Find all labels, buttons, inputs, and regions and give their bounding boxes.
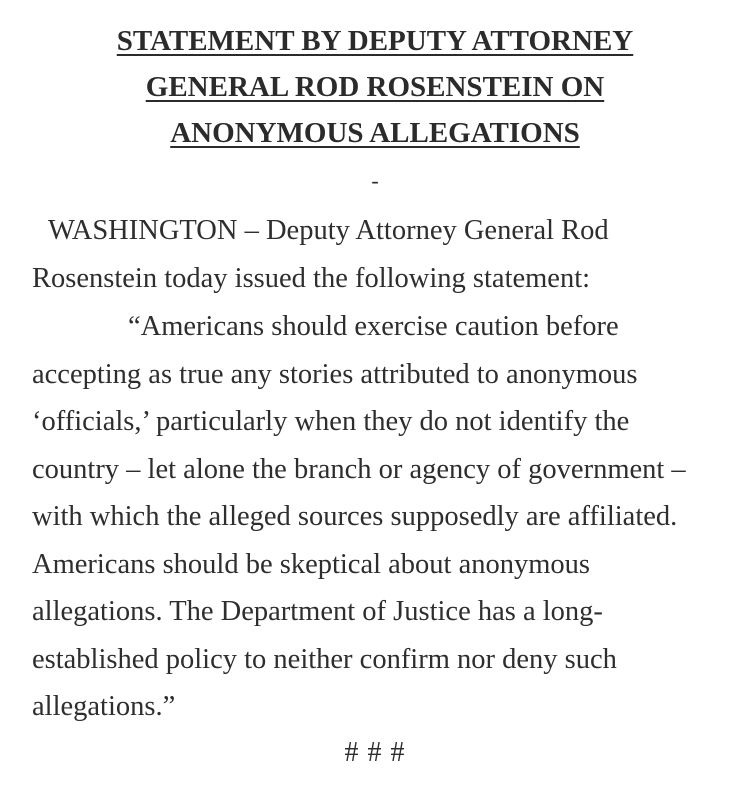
separator-dash: - [371, 168, 379, 193]
title-line-1: STATEMENT BY DEPUTY ATTORNEY [116, 25, 634, 57]
title-line-2: GENERAL ROD ROSENSTEIN ON [145, 71, 605, 103]
end-mark: # # # [344, 737, 406, 768]
title-line-3: ANONYMOUS ALLEGATIONS [170, 117, 580, 149]
dateline-paragraph: WASHINGTON – Deputy Attorney General Rod Rosenstein today issued the following statement: [32, 215, 609, 294]
quote-paragraph: “Americans should exercise caution before accepting as true any stories attributed to anonymous ‘officials,’ particularly when they do not identify the country – let alone the branch or agency of government – with which the alleged sources supposedly are affiliated. Americans should be skeptical about anonymous allegations. The Department of Justice has a long-established policy to neither confirm nor deny such allegations.” [32, 311, 686, 722]
statement-title [0, 18, 750, 156]
